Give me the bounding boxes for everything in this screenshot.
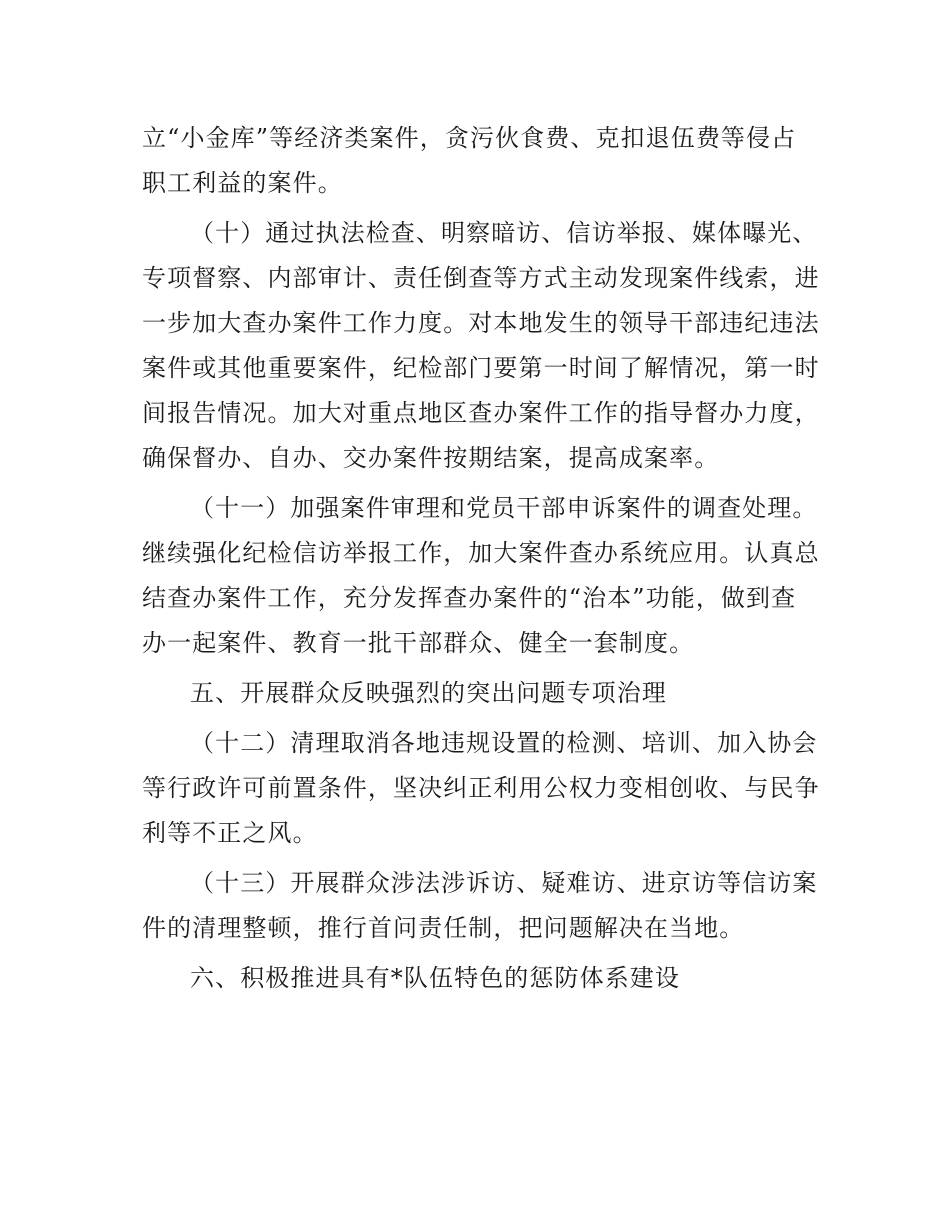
paragraph-line: 间报告情况。加大对重点地区查办案件工作的指导督办力度， xyxy=(142,399,820,427)
paragraph-line: 职工利益的案件。 xyxy=(142,169,343,197)
paragraph-line: 立“小金库”等经济类案件，贪污伙食费、克扣退伍费等侵占 xyxy=(142,124,797,152)
paragraph-line: 结查办案件工作，充分发挥查办案件的“治本”功能，做到查 xyxy=(142,584,797,612)
paragraph-line: （十二）清理取消各地违规设置的检测、培训、加入协会 xyxy=(190,729,818,757)
paragraph-line: 专项督察、内部审计、责任倒查等方式主动发现案件线索，进 xyxy=(142,264,820,292)
paragraph-line: （十三）开展群众涉法涉诉访、疑难访、进京访等信访案 xyxy=(190,869,818,897)
paragraph-line: 利等不正之风。 xyxy=(142,819,318,847)
section-heading: 六、积极推进具有*队伍特色的惩防体系建设 xyxy=(190,964,680,992)
paragraph-line: （十）通过执法检查、明察暗访、信访举报、媒体曝光、 xyxy=(190,219,818,247)
paragraph-line: 一步加大查办案件工作力度。对本地发生的领导干部违纪违法 xyxy=(142,309,820,337)
section-heading: 五、开展群众反映强烈的突出问题专项治理 xyxy=(190,679,667,707)
paragraph-line: （十一）加强案件审理和党员干部申诉案件的调查处理。 xyxy=(190,494,818,522)
paragraph-line: 办一起案件、教育一批干部群众、健全一套制度。 xyxy=(142,629,695,657)
paragraph-line: 确保督办、自办、交办案件按期结案，提高成案率。 xyxy=(142,444,720,472)
paragraph-line: 继续强化纪检信访举报工作，加大案件查办系统应用。认真总 xyxy=(142,539,820,567)
paragraph-line: 案件或其他重要案件，纪检部门要第一时间了解情况，第一时 xyxy=(142,354,820,382)
paragraph-line: 件的清理整顿，推行首问责任制，把问题解决在当地。 xyxy=(142,914,745,942)
paragraph-line: 等行政许可前置条件，坚决纠正利用公权力变相创收、与民争 xyxy=(142,774,820,802)
